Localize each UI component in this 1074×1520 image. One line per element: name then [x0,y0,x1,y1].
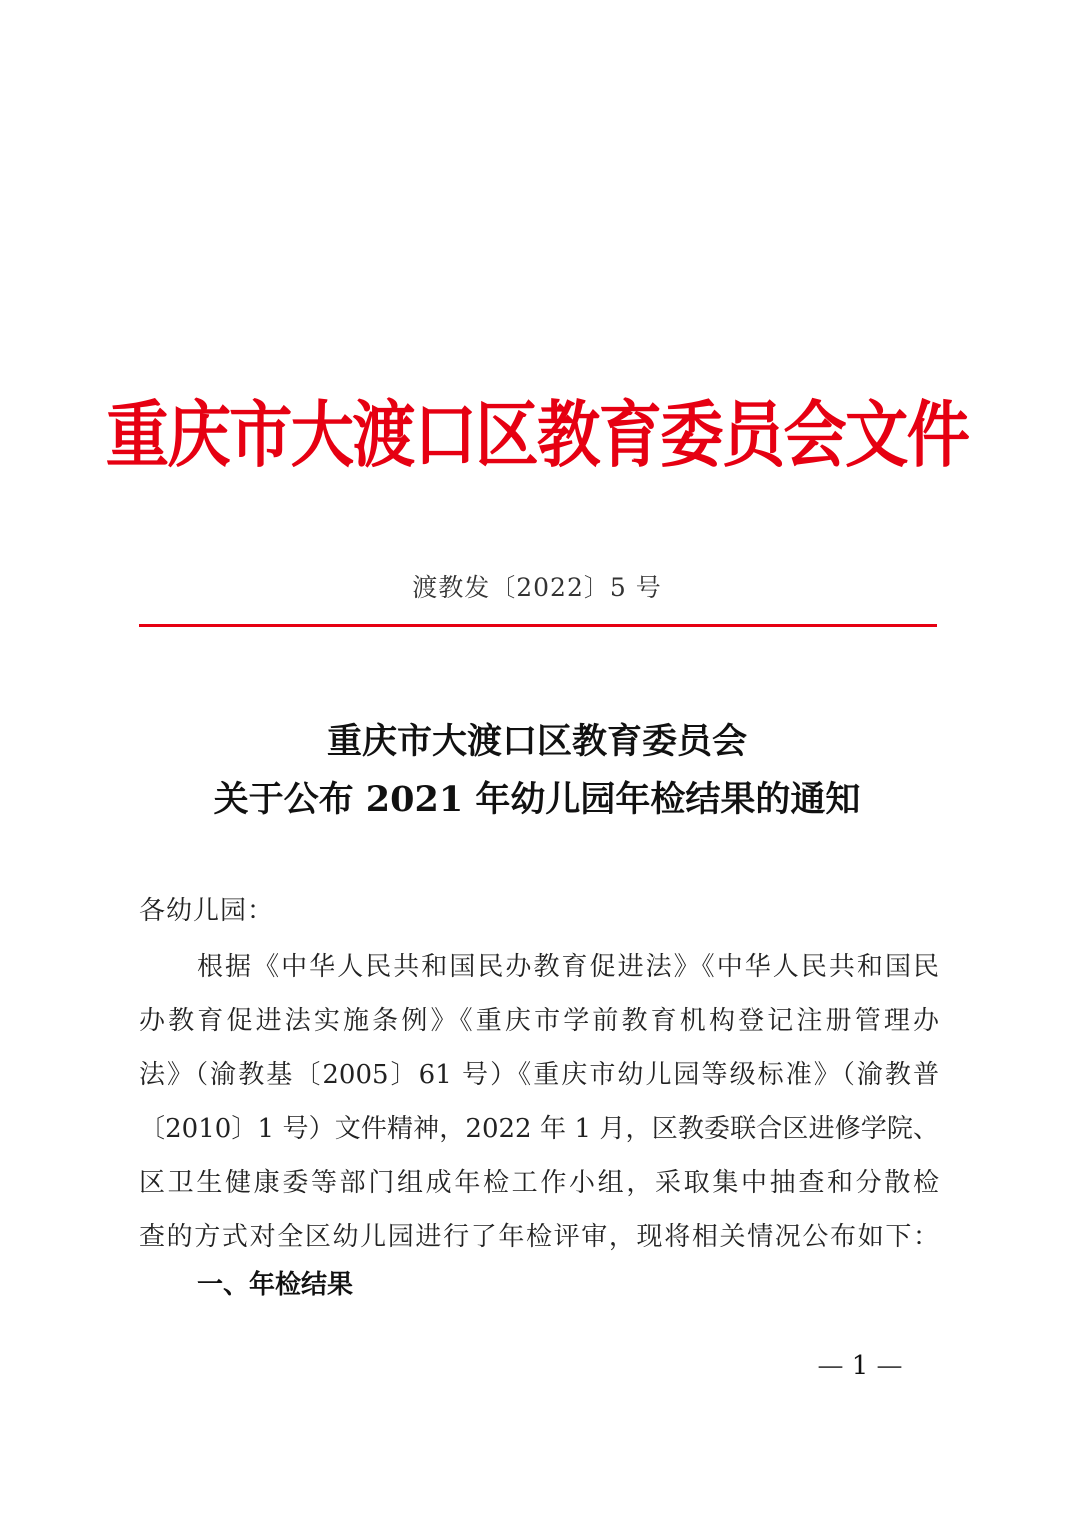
salutation: 各幼儿园： [139,896,275,926]
page-number-value: 1 [851,1351,869,1381]
body-line: 〔2010〕1 号）文件精神，2022 年 1 月，区教委联合区进修学院、 [139,1114,939,1144]
body-line: 根据《中华人民共和国民办教育促进法》《中华人民共和国民 [197,952,939,982]
document-number: 渡教发〔2022〕5 号 [412,573,662,602]
page-number-dash-left: — [817,1351,844,1381]
body-line: 办教育促进法实施条例》《重庆市学前教育机构登记注册管理办 [139,1006,939,1036]
notice-title-line-1: 重庆市大渡口区教育委员会 [326,721,747,762]
body-paragraph [139,940,939,1264]
red-separator-line [139,624,937,627]
section-heading: 一、年检结果 [197,1270,354,1300]
notice-title-line-2: 关于公布 2021 年幼儿园年检结果的通知 [213,779,861,820]
page-number-dash-right: — [876,1351,903,1381]
body-line: 区卫生健康委等部门组成年检工作小组，采取集中抽查和分散检 [139,1168,939,1198]
page-number [810,1346,910,1386]
body-line: 查的方式对全区幼儿园进行了年检评审，现将相关情况公布如下： [139,1222,939,1252]
masthead-title: 重庆市大渡口区教育委员会文件 [105,393,969,477]
body-line: 法》（渝教基〔2005〕61 号）《重庆市幼儿园等级标准》（渝教普 [139,1060,939,1090]
